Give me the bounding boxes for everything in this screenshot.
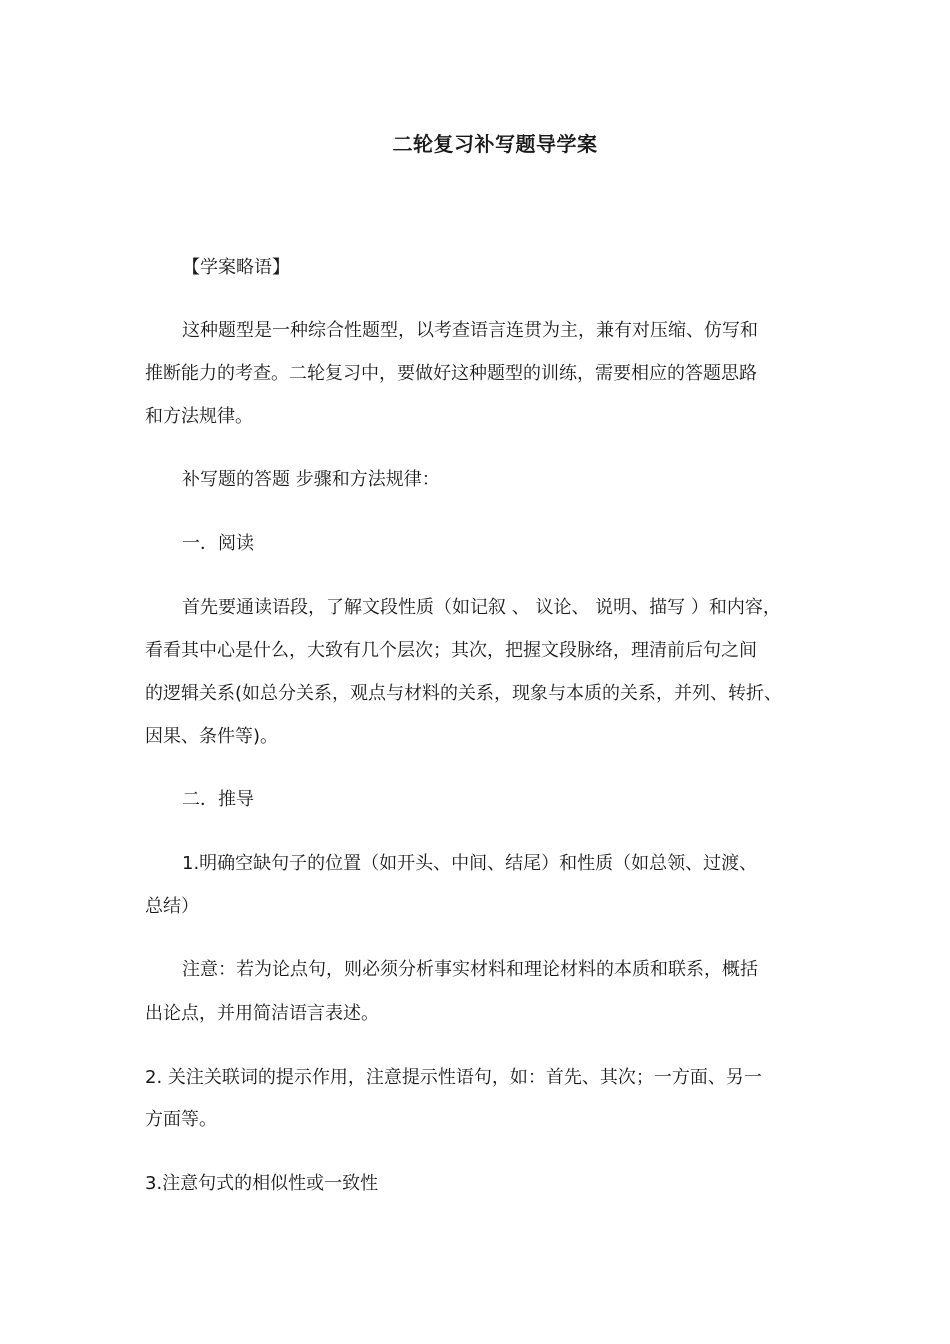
point2-line-2: 方面等。 [145, 1109, 217, 1130]
intro-line-3: 和方法规律。 [145, 406, 253, 427]
intro-line-1: 这种题型是一种综合性题型，以考查语言连贯为主，兼有对压缩、仿写和 [182, 320, 758, 341]
point1-line-2: 总结） [145, 896, 199, 917]
step1-body-line-4: 因果、条件等)。 [145, 726, 279, 747]
point3-line: 3.注意句式的相似性或一致性 [145, 1173, 379, 1194]
note-line-2: 出论点，并用简洁语言表述。 [145, 1003, 379, 1024]
step1-body-line-2: 看看其中心是什么，大致有几个层次；其次，把握文段脉络，理清前后句之间 [145, 640, 757, 661]
steps-heading: 补写题的答题 步骤和方法规律： [182, 469, 440, 490]
step1-body-line-1: 首先要通读语段，了解文段性质（如记叙 、 议论、 说明、描写 ）和内容， [182, 597, 781, 618]
document-title: 二轮复习补写题导学案 [392, 132, 598, 156]
step1-heading: 一．阅读 [182, 533, 254, 554]
point1-line-1: 1.明确空缺句子的位置（如开头、中间、结尾）和性质（如总领、过渡、 [182, 853, 758, 874]
step2-heading: 二．推导 [182, 789, 254, 810]
step1-body-line-3: 的逻辑关系(如总分关系，观点与材料的关系，现象与本质的关系，并列、转折、 [145, 683, 783, 704]
point2-line-1: 2. 关注关联词的提示作用，注意提示性语句，如：首先、其次；一方面、另一 [145, 1067, 762, 1088]
section-label: 【学案略语】 [182, 257, 290, 278]
note-line-1: 注意：若为论点句，则必须分析事实材料和理论材料的本质和联系，概括 [182, 959, 758, 980]
intro-line-2: 推断能力的考查。二轮复习中，要做好这种题型的训练，需要相应的答题思路 [145, 363, 757, 384]
